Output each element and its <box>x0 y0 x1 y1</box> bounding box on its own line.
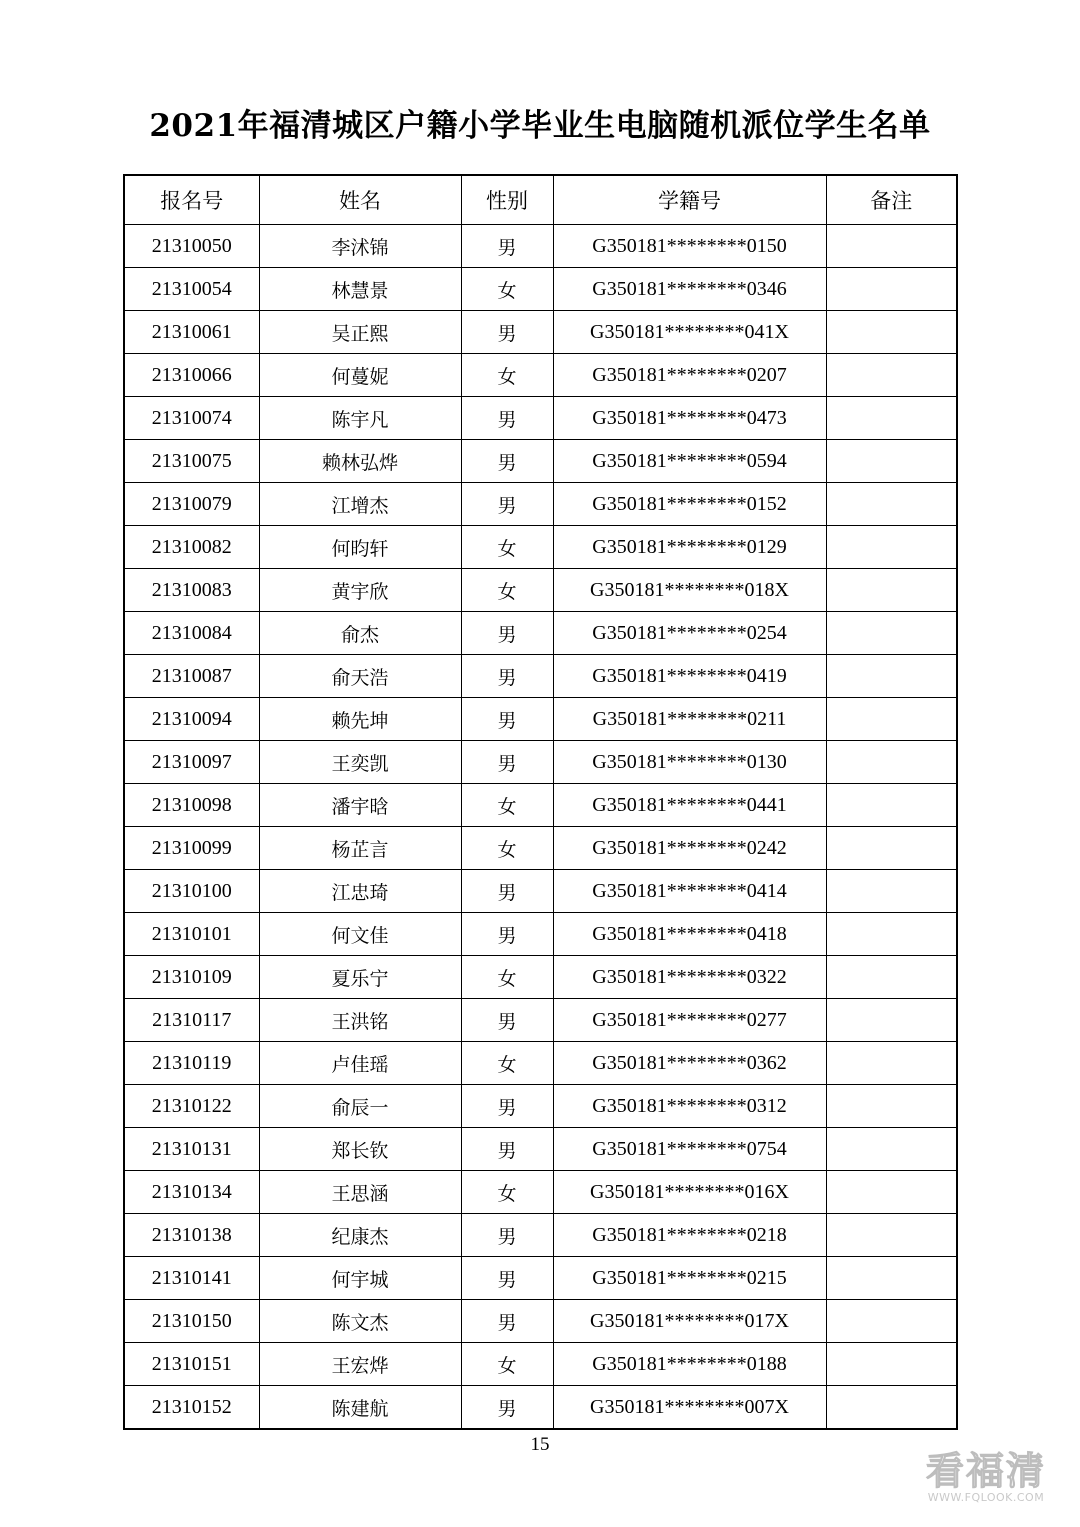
cell-remarks <box>826 483 957 526</box>
cell-student-id: G350181********0188 <box>553 1343 826 1386</box>
cell-remarks <box>826 870 957 913</box>
cell-gender: 女 <box>461 1343 553 1386</box>
table-row <box>124 913 957 956</box>
cell-name: 杨芷言 <box>259 827 461 870</box>
cell-gender: 男 <box>461 311 553 354</box>
table-row <box>124 870 957 913</box>
watermark-url: WWW.FQLOOK.COM <box>927 1491 1045 1504</box>
cell-student-id: G350181********0150 <box>553 225 826 268</box>
cell-student-id: G350181********017X <box>553 1300 826 1343</box>
cell-remarks <box>826 1042 957 1085</box>
cell-registration-number: 21310151 <box>124 1343 259 1386</box>
header-row <box>124 175 957 225</box>
cell-remarks <box>826 655 957 698</box>
table-row <box>124 354 957 397</box>
cell-remarks <box>826 999 957 1042</box>
cell-student-id: G350181********0152 <box>553 483 826 526</box>
cell-remarks <box>826 1343 957 1386</box>
cell-gender: 女 <box>461 1042 553 1085</box>
cell-name: 何宇城 <box>259 1257 461 1300</box>
cell-remarks <box>826 1171 957 1214</box>
cell-name: 李沭锦 <box>259 225 461 268</box>
cell-gender: 男 <box>461 913 553 956</box>
cell-remarks <box>826 913 957 956</box>
table-header <box>124 175 957 225</box>
cell-registration-number: 21310099 <box>124 827 259 870</box>
cell-gender: 女 <box>461 956 553 999</box>
table-row <box>124 1300 957 1343</box>
cell-registration-number: 21310074 <box>124 397 259 440</box>
cell-gender: 男 <box>461 612 553 655</box>
cell-student-id: G350181********0130 <box>553 741 826 784</box>
table-row <box>124 741 957 784</box>
cell-gender: 男 <box>461 483 553 526</box>
cell-name: 王洪铭 <box>259 999 461 1042</box>
cell-remarks <box>826 1300 957 1343</box>
cell-name: 卢佳瑶 <box>259 1042 461 1085</box>
cell-registration-number: 21310134 <box>124 1171 259 1214</box>
table-row <box>124 956 957 999</box>
cell-name: 陈宇凡 <box>259 397 461 440</box>
cell-name: 何蔓妮 <box>259 354 461 397</box>
table-row <box>124 655 957 698</box>
header-student-id: 学籍号 <box>553 175 826 225</box>
table-row <box>124 1128 957 1171</box>
cell-student-id: G350181********0754 <box>553 1128 826 1171</box>
table-row <box>124 698 957 741</box>
cell-gender: 女 <box>461 526 553 569</box>
cell-student-id: G350181********0254 <box>553 612 826 655</box>
cell-name: 赖林弘烨 <box>259 440 461 483</box>
cell-name: 俞天浩 <box>259 655 461 698</box>
cell-remarks <box>826 311 957 354</box>
cell-name: 陈文杰 <box>259 1300 461 1343</box>
cell-name: 俞杰 <box>259 612 461 655</box>
cell-name: 林慧景 <box>259 268 461 311</box>
cell-name: 郑长钦 <box>259 1128 461 1171</box>
cell-gender: 男 <box>461 655 553 698</box>
cell-registration-number: 21310094 <box>124 698 259 741</box>
table-row <box>124 526 957 569</box>
watermark-name: 看福清 <box>925 1449 1046 1493</box>
header-gender: 性别 <box>461 175 553 225</box>
cell-name: 王思涵 <box>259 1171 461 1214</box>
cell-student-id: G350181********0362 <box>553 1042 826 1085</box>
cell-gender: 男 <box>461 225 553 268</box>
cell-registration-number: 21310083 <box>124 569 259 612</box>
table-row <box>124 1386 957 1430</box>
cell-gender: 男 <box>461 1386 553 1430</box>
cell-gender: 男 <box>461 870 553 913</box>
cell-gender: 男 <box>461 1085 553 1128</box>
cell-remarks <box>826 612 957 655</box>
table-row <box>124 225 957 268</box>
cell-name: 潘宇晗 <box>259 784 461 827</box>
cell-name: 赖先坤 <box>259 698 461 741</box>
table-row <box>124 311 957 354</box>
cell-remarks <box>826 698 957 741</box>
table-row <box>124 1171 957 1214</box>
cell-remarks <box>826 354 957 397</box>
cell-remarks <box>826 827 957 870</box>
cell-registration-number: 21310050 <box>124 225 259 268</box>
cell-name: 何昀轩 <box>259 526 461 569</box>
cell-remarks <box>826 956 957 999</box>
cell-student-id: G350181********0129 <box>553 526 826 569</box>
cell-name: 夏乐宁 <box>259 956 461 999</box>
table-row <box>124 268 957 311</box>
cell-student-id: G350181********0322 <box>553 956 826 999</box>
cell-remarks <box>826 397 957 440</box>
cell-remarks <box>826 784 957 827</box>
cell-gender: 男 <box>461 397 553 440</box>
cell-remarks <box>826 1128 957 1171</box>
table-row <box>124 1214 957 1257</box>
cell-name: 王奕凯 <box>259 741 461 784</box>
cell-name: 江忠琦 <box>259 870 461 913</box>
cell-registration-number: 21310100 <box>124 870 259 913</box>
cell-student-id: G350181********016X <box>553 1171 826 1214</box>
cell-name: 陈建航 <box>259 1386 461 1430</box>
cell-name: 何文佳 <box>259 913 461 956</box>
cell-student-id: G350181********0418 <box>553 913 826 956</box>
cell-gender: 男 <box>461 1128 553 1171</box>
cell-name: 纪康杰 <box>259 1214 461 1257</box>
cell-gender: 男 <box>461 1300 553 1343</box>
cell-gender: 男 <box>461 741 553 784</box>
cell-student-id: G350181********007X <box>553 1386 826 1430</box>
cell-student-id: G350181********0211 <box>553 698 826 741</box>
cell-gender: 男 <box>461 1257 553 1300</box>
cell-registration-number: 21310141 <box>124 1257 259 1300</box>
cell-student-id: G350181********0218 <box>553 1214 826 1257</box>
cell-student-id: G350181********0215 <box>553 1257 826 1300</box>
cell-name: 俞辰一 <box>259 1085 461 1128</box>
cell-remarks <box>826 741 957 784</box>
cell-name: 江增杰 <box>259 483 461 526</box>
cell-remarks <box>826 1257 957 1300</box>
cell-gender: 女 <box>461 827 553 870</box>
cell-student-id: G350181********0419 <box>553 655 826 698</box>
cell-registration-number: 21310054 <box>124 268 259 311</box>
cell-gender: 男 <box>461 1214 553 1257</box>
cell-gender: 女 <box>461 354 553 397</box>
cell-remarks <box>826 1085 957 1128</box>
table-row <box>124 1343 957 1386</box>
cell-remarks <box>826 225 957 268</box>
cell-registration-number: 21310087 <box>124 655 259 698</box>
table-row <box>124 612 957 655</box>
cell-student-id: G350181********0277 <box>553 999 826 1042</box>
table-row <box>124 1085 957 1128</box>
cell-name: 黄宇欣 <box>259 569 461 612</box>
table-row <box>124 569 957 612</box>
cell-name: 吴正熙 <box>259 311 461 354</box>
cell-registration-number: 21310119 <box>124 1042 259 1085</box>
cell-remarks <box>826 440 957 483</box>
cell-student-id: G350181********0312 <box>553 1085 826 1128</box>
cell-student-id: G350181********0441 <box>553 784 826 827</box>
header-name: 姓名 <box>259 175 461 225</box>
cell-registration-number: 21310066 <box>124 354 259 397</box>
cell-registration-number: 21310117 <box>124 999 259 1042</box>
cell-registration-number: 21310084 <box>124 612 259 655</box>
cell-remarks <box>826 1386 957 1430</box>
page-title: 2021年福清城区户籍小学毕业生电脑随机派位学生名单 <box>149 108 931 144</box>
table-row <box>124 827 957 870</box>
cell-remarks <box>826 526 957 569</box>
cell-student-id: G350181********0242 <box>553 827 826 870</box>
table-row <box>124 483 957 526</box>
cell-student-id: G350181********0414 <box>553 870 826 913</box>
cell-registration-number: 21310101 <box>124 913 259 956</box>
cell-registration-number: 21310098 <box>124 784 259 827</box>
table-row <box>124 1257 957 1300</box>
cell-student-id: G350181********0473 <box>553 397 826 440</box>
cell-student-id: G350181********0594 <box>553 440 826 483</box>
cell-registration-number: 21310150 <box>124 1300 259 1343</box>
cell-registration-number: 21310079 <box>124 483 259 526</box>
page-number: 15 <box>530 1434 550 1455</box>
cell-student-id: G350181********041X <box>553 311 826 354</box>
cell-student-id: G350181********0346 <box>553 268 826 311</box>
cell-registration-number: 21310082 <box>124 526 259 569</box>
cell-registration-number: 21310152 <box>124 1386 259 1430</box>
cell-remarks <box>826 1214 957 1257</box>
header-remarks: 备注 <box>826 175 957 225</box>
cell-registration-number: 21310061 <box>124 311 259 354</box>
cell-registration-number: 21310138 <box>124 1214 259 1257</box>
table-row <box>124 397 957 440</box>
cell-remarks <box>826 268 957 311</box>
cell-gender: 男 <box>461 999 553 1042</box>
table-row <box>124 1042 957 1085</box>
table-body <box>124 225 957 1430</box>
cell-student-id: G350181********0207 <box>553 354 826 397</box>
cell-gender: 女 <box>461 784 553 827</box>
cell-registration-number: 21310122 <box>124 1085 259 1128</box>
cell-registration-number: 21310131 <box>124 1128 259 1171</box>
cell-registration-number: 21310075 <box>124 440 259 483</box>
cell-gender: 女 <box>461 1171 553 1214</box>
cell-student-id: G350181********018X <box>553 569 826 612</box>
cell-gender: 男 <box>461 440 553 483</box>
table-row <box>124 784 957 827</box>
cell-remarks <box>826 569 957 612</box>
cell-gender: 女 <box>461 569 553 612</box>
header-registration-number: 报名号 <box>124 175 259 225</box>
student-roster-table <box>123 174 958 1430</box>
cell-name: 王宏烨 <box>259 1343 461 1386</box>
watermark-logo <box>916 1440 1056 1504</box>
cell-gender: 女 <box>461 268 553 311</box>
cell-registration-number: 21310109 <box>124 956 259 999</box>
table-row <box>124 440 957 483</box>
cell-gender: 男 <box>461 698 553 741</box>
cell-registration-number: 21310097 <box>124 741 259 784</box>
table-row <box>124 999 957 1042</box>
